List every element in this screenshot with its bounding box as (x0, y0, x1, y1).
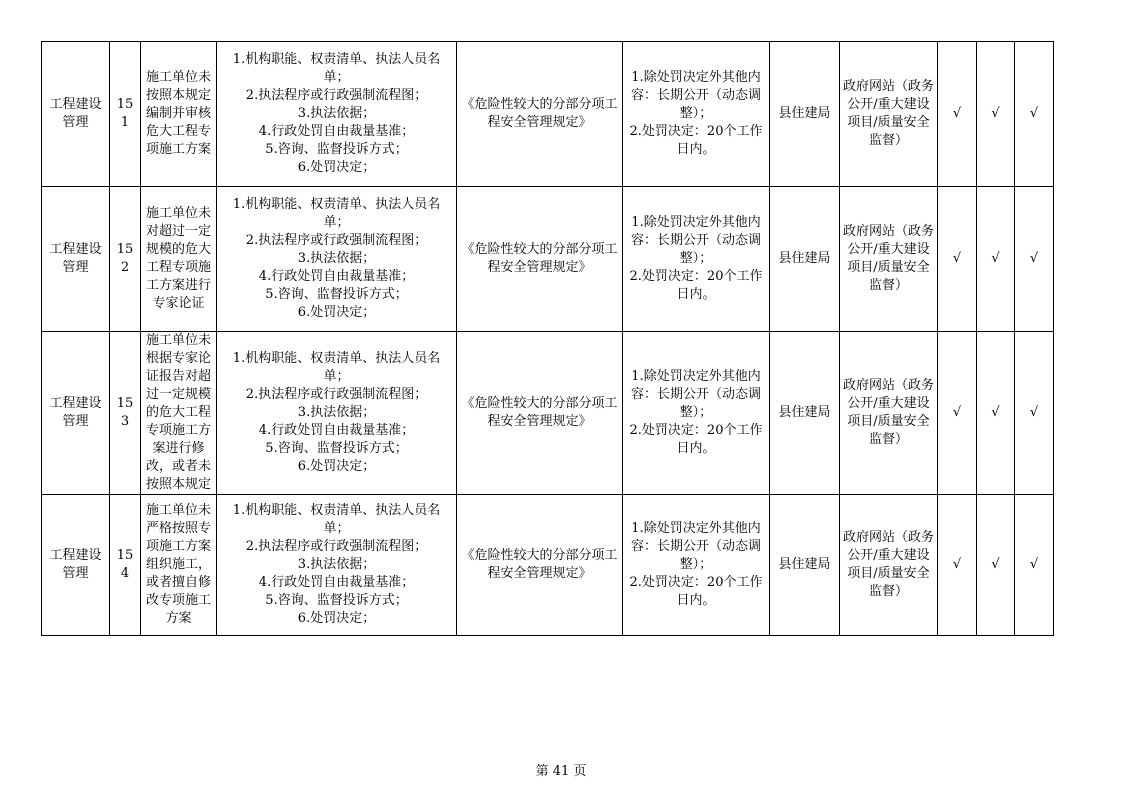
channel-cell: 政府网站（政务公开/重大建设项目/质量安全监督） (840, 495, 938, 636)
category-cell: 工程建设管理 (42, 332, 110, 495)
category-cell: 工程建设管理 (42, 495, 110, 636)
check-mark-cell: √ (1015, 495, 1054, 636)
check-mark-cell: √ (1015, 42, 1054, 187)
matter-cell: 施工单位未按照本规定编制并审核危大工程专项施工方案 (141, 42, 217, 187)
category-cell: 工程建设管理 (42, 187, 110, 332)
table-row (42, 187, 1054, 332)
items-cell: 1.机构职能、权责清单、执法人员名单； 2.执法程序或行政强制流程图； 3.执法依据； 4.行政处罚自由裁量基准； 5.咨询、监督投诉方式； 6.处罚决定； (217, 332, 457, 495)
basis-cell: 《危险性较大的分部分项工程安全管理规定》 (457, 332, 623, 495)
items-cell: 1.机构职能、权责清单、执法人员名单； 2.执法程序或行政强制流程图； 3.执法依据； 4.行政处罚自由裁量基准； 5.咨询、监督投诉方式； 6.处罚决定； (217, 42, 457, 187)
number-cell: 154 (110, 495, 141, 636)
table-row (42, 495, 1054, 636)
table-row (42, 42, 1054, 187)
check-mark-cell: √ (977, 187, 1015, 332)
disclosure-time-cell: 1.除处罚决定外其他内容：长期公开（动态调整）； 2.处罚决定：20个工作日内。 (623, 332, 770, 495)
subject-cell: 县住建局 (770, 187, 840, 332)
basis-cell: 《危险性较大的分部分项工程安全管理规定》 (457, 187, 623, 332)
subject-cell: 县住建局 (770, 332, 840, 495)
table-row (42, 332, 1054, 495)
disclosure-time-cell: 1.除处罚决定外其他内容：长期公开（动态调整）； 2.处罚决定：20个工作日内。 (623, 187, 770, 332)
subject-cell: 县住建局 (770, 495, 840, 636)
channel-cell: 政府网站（政务公开/重大建设项目/质量安全监督） (840, 42, 938, 187)
check-mark-cell: √ (938, 332, 977, 495)
channel-cell: 政府网站（政务公开/重大建设项目/质量安全监督） (840, 332, 938, 495)
disclosure-time-cell: 1.除处罚决定外其他内容：长期公开（动态调整）； 2.处罚决定：20个工作日内。 (623, 495, 770, 636)
basis-cell: 《危险性较大的分部分项工程安全管理规定》 (457, 495, 623, 636)
check-mark-cell: √ (977, 495, 1015, 636)
check-mark-cell: √ (977, 42, 1015, 187)
check-mark-cell: √ (1015, 187, 1054, 332)
items-cell: 1.机构职能、权责清单、执法人员名单； 2.执法程序或行政强制流程图； 3.执法依据； 4.行政处罚自由裁量基准； 5.咨询、监督投诉方式； 6.处罚决定； (217, 187, 457, 332)
page-number: 第 41 页 (535, 764, 587, 779)
channel-cell: 政府网站（政务公开/重大建设项目/质量安全监督） (840, 187, 938, 332)
category-cell: 工程建设管理 (42, 42, 110, 187)
check-mark-cell: √ (977, 332, 1015, 495)
check-mark-cell: √ (1015, 332, 1054, 495)
check-mark-cell: √ (938, 187, 977, 332)
matter-cell: 施工单位未严格按照专项施工方案组织施工，或者擅自修改专项施工方案 (141, 495, 217, 636)
basis-cell: 《危险性较大的分部分项工程安全管理规定》 (457, 42, 623, 187)
matter-cell: 施工单位未根据专家论证报告对超过一定规模的危大工程专项施工方案进行修改，或者未按照本规定 (141, 332, 217, 495)
number-cell: 153 (110, 332, 141, 495)
subject-cell: 县住建局 (770, 42, 840, 187)
check-mark-cell: √ (938, 42, 977, 187)
check-mark-cell: √ (938, 495, 977, 636)
items-cell: 1.机构职能、权责清单、执法人员名单； 2.执法程序或行政强制流程图； 3.执法依据； 4.行政处罚自由裁量基准； 5.咨询、监督投诉方式； 6.处罚决定； (217, 495, 457, 636)
number-cell: 152 (110, 187, 141, 332)
disclosure-table (41, 41, 1054, 636)
matter-cell: 施工单位未对超过一定规模的危大工程专项施工方案进行专家论证 (141, 187, 217, 332)
disclosure-time-cell: 1.除处罚决定外其他内容：长期公开（动态调整）； 2.处罚决定：20个工作日内。 (623, 42, 770, 187)
number-cell: 151 (110, 42, 141, 187)
